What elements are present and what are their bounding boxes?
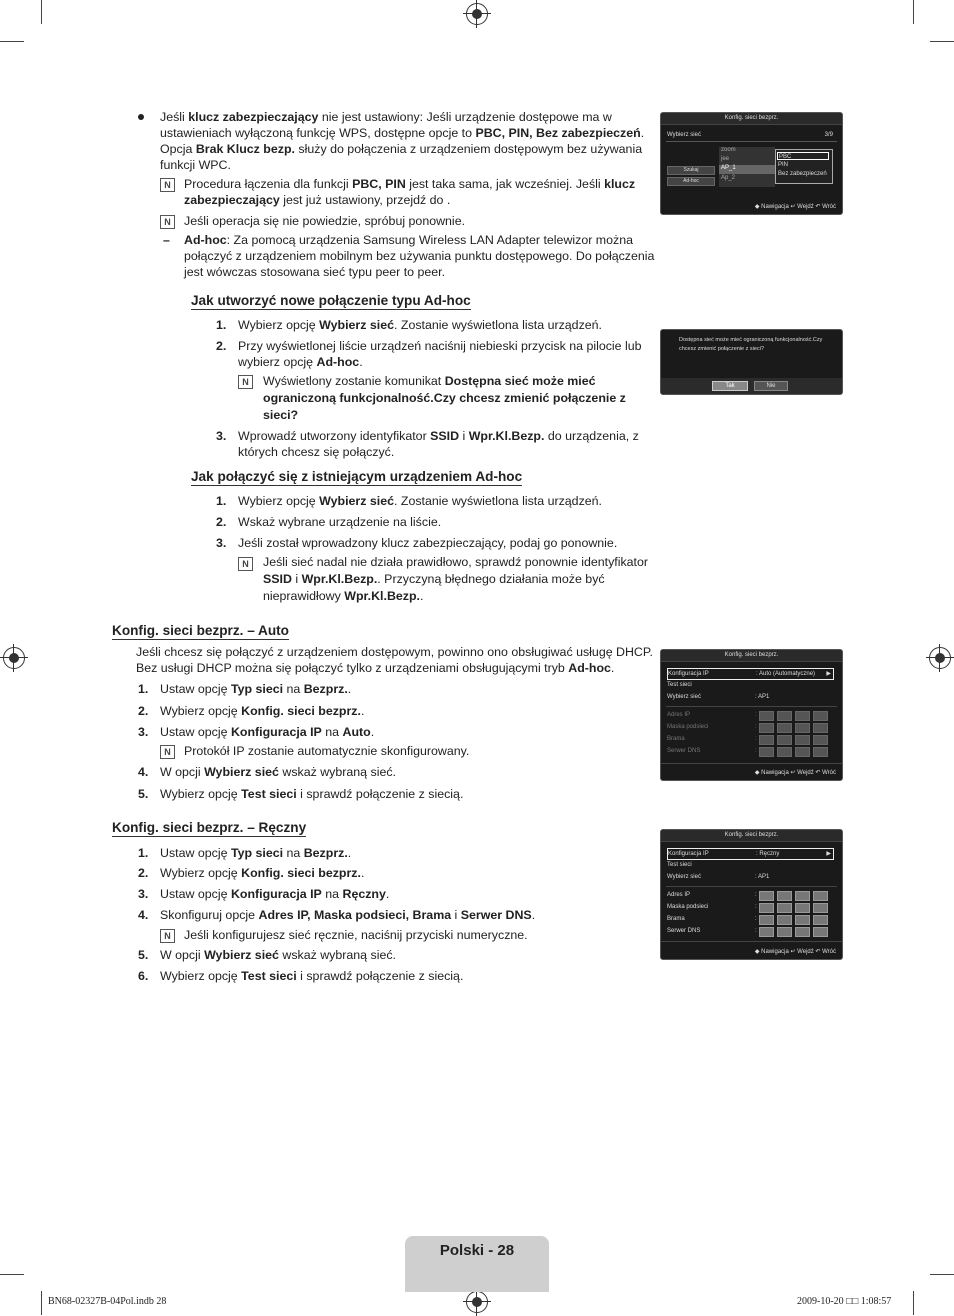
screen-title: Konfig. sieci bezprz.	[661, 650, 842, 662]
ip-octet-box[interactable]	[777, 915, 792, 925]
step-number: 1.	[138, 846, 149, 860]
menu-row-network-test[interactable]: Test sieci	[667, 862, 692, 868]
text-line: Wyświetlony zostanie komunikat Dostępna sieć może mieć	[263, 374, 596, 388]
ip-octet-box	[759, 735, 774, 745]
text-line: ustawieniach wyłączoną funkcję WPS, dostępne opcje to PBC, PIN, Bez zabezpieczeń.	[160, 126, 645, 140]
menu-row-select-network[interactable]: Wybierz sieć : AP1	[667, 694, 770, 700]
ip-row: Brama :	[667, 736, 757, 742]
step-number: 2.	[138, 866, 149, 880]
ip-octet-box	[759, 723, 774, 733]
text-line: Protokół IP zostanie automatycznie skonfigurowany.	[184, 744, 470, 758]
step-number: 2.	[216, 515, 227, 529]
registration-mark-icon	[466, 3, 488, 25]
yes-button[interactable]: Tak	[712, 381, 748, 391]
text-line: połączyć z urządzeniem mobilnym bez używania punktu dostępowego. Do połączenia	[184, 249, 655, 263]
ip-octet-box	[813, 711, 828, 721]
menu-row-ip-config[interactable]: Konfiguracja IP : Auto (Automatyczne) ▶	[667, 668, 834, 680]
ip-octet-box	[777, 747, 792, 757]
note-icon: N	[238, 557, 253, 571]
screen-title: Konfig. sieci bezprz.	[661, 113, 842, 125]
menu-row-select-network[interactable]: Wybierz sieć : AP1	[667, 874, 770, 880]
text-line: Jeśli chcesz się połączyć z urządzeniem dostępowym, powinno ono obsługiwać usługę DHCP.	[136, 645, 653, 659]
network-list	[719, 147, 775, 187]
ip-row: Adres IP :	[667, 712, 757, 718]
step-number: 3.	[216, 536, 227, 550]
dash-marker: –	[163, 233, 170, 247]
step-number: 2.	[216, 339, 227, 353]
step-number: 2.	[138, 704, 149, 718]
step-text: Wybierz opcję Test sieci i sprawdź połączenie z siecią.	[160, 787, 464, 801]
screen-label: Wybierz sieć	[667, 132, 701, 138]
screen-nav-hint: ◆ Nawigacja ↵ Wejdź ↶ Wróć	[754, 949, 836, 955]
ip-octet-box[interactable]	[777, 903, 792, 913]
crop-mark	[930, 1274, 954, 1275]
ip-octet-box	[777, 711, 792, 721]
list-item[interactable]: zoom	[721, 147, 736, 153]
step-number: 5.	[138, 948, 149, 962]
step-text: Wybierz opcję Test sieci i sprawdź połączenie z siecią.	[160, 969, 464, 983]
step-number: 1.	[216, 494, 227, 508]
page-number: Polski - 28	[439, 1242, 515, 1259]
step-text: Ustaw opcję Konfiguracja IP na Ręczny.	[160, 887, 390, 901]
ip-octet-box[interactable]	[777, 927, 792, 937]
step-text: Ustaw opcję Konfiguracja IP na Auto.	[160, 725, 375, 739]
step-text: Ustaw opcję Typ sieci na Bezprz..	[160, 846, 352, 860]
dialog-message: Dostępna sieć może mieć ograniczoną funkcjonalność.Czy	[679, 337, 823, 343]
text-line: Jeśli konfigurujesz sieć ręcznie, naciśnij przyciski numeryczne.	[184, 928, 528, 942]
arrow-right-icon: ▶	[826, 671, 831, 677]
crop-mark	[41, 1291, 42, 1315]
tv-screen-adhoc-dialog	[660, 329, 843, 395]
step-number: 3.	[138, 887, 149, 901]
section-heading: Jak połączyć się z istniejącym urządzeniem Ad-hoc	[191, 469, 523, 484]
note-icon: N	[160, 215, 175, 229]
list-item[interactable]: jee	[721, 156, 730, 162]
text-line: sieci?	[263, 408, 299, 422]
text-line: jest wówczas stosowana sieć typu peer to peer.	[184, 265, 446, 279]
text-line: Bez usługi DHCP można się połączyć tylko z urządzeniami obsługującymi tryb Ad-hoc.	[136, 661, 615, 675]
ip-octet-box[interactable]	[759, 915, 774, 925]
step-text: Jeśli został wprowadzony klucz zabezpieczający, podaj go ponownie.	[238, 536, 618, 550]
ip-octet-box[interactable]	[813, 915, 828, 925]
ip-octet-box[interactable]	[795, 903, 810, 913]
tv-screen-config-manual	[660, 829, 843, 960]
step-number: 3.	[216, 429, 227, 443]
ip-row: Maska podsieci :	[667, 724, 757, 730]
text-line: Ad-hoc: Za pomocą urządzenia Samsung Wireless LAN Adapter telewizor można	[184, 233, 633, 247]
screen-count: 3/9	[824, 132, 833, 138]
ip-octet-box	[759, 747, 774, 757]
step-number: 1.	[138, 682, 149, 696]
text-line: Opcja Brak Klucz bezp. służy do połączenia z urządzeniem dostępowym bez używania	[160, 142, 643, 156]
step-number: 4.	[138, 908, 149, 922]
step-text: Wprowadź utworzony identyfikator SSID i Wpr.Kl.Bezp. do urządzenia, z	[238, 429, 639, 443]
bullet-icon	[138, 114, 144, 120]
tv-screen-config-auto	[660, 649, 843, 781]
ip-octet-box[interactable]	[795, 915, 810, 925]
ip-row[interactable]: Brama :	[667, 916, 757, 922]
crop-mark	[0, 1274, 24, 1275]
menu-row-ip-config[interactable]: Konfiguracja IP : Ręczny ▶	[667, 848, 834, 860]
ip-octet-box[interactable]	[777, 891, 792, 901]
ip-octet-box	[795, 735, 810, 745]
text-line: Procedura łączenia dla funkcji PBC, PIN jest taka sama, jak wcześniej. Jeśli klucz	[184, 177, 636, 191]
footer-date: 2009-10-20 □□ 1:08:57	[797, 1296, 892, 1307]
text-line: SSID i Wpr.Kl.Bezp.. Przyczyną błędnego działania może być	[263, 572, 605, 586]
text-line: Jeśli sieć nadal nie działa prawidłowo, sprawdź ponownie identyfikator	[263, 555, 649, 569]
ip-octet-box	[777, 723, 792, 733]
step-text: W opcji Wybierz sieć wskaż wybraną sieć.	[160, 765, 396, 779]
ip-octet-box[interactable]	[759, 891, 774, 901]
ip-row[interactable]: Maska podsieci :	[667, 904, 757, 910]
ip-octet-box	[813, 747, 828, 757]
text-line: Jeśli operacja się nie powiedzie, spróbuj ponownie.	[184, 214, 466, 228]
text-line: Jeśli klucz zabezpieczający nie jest ustawiony: Jeśli urządzenie dostępowe ma w	[160, 110, 612, 124]
text-line: zabezpieczający jest już ustawiony, przejdź do .	[184, 193, 451, 207]
ip-octet-box	[795, 723, 810, 733]
registration-mark-icon	[3, 647, 25, 669]
ip-octet-box[interactable]	[795, 927, 810, 937]
step-text: Wybierz opcję Konfig. sieci bezprz..	[160, 866, 365, 880]
note-icon: N	[160, 929, 175, 943]
crop-mark	[41, 0, 42, 24]
screen-nav-hint: ◆ Nawigacja ↵ Wejdź ↶ Wróć	[754, 204, 836, 210]
step-number: 5.	[138, 787, 149, 801]
ip-octet-box[interactable]	[795, 891, 810, 901]
step-text: Przy wyświetlonej liście urządzeń naciśnij niebieski przycisk na pilocie lub	[238, 339, 642, 353]
text-line: nieprawidłowy Wpr.Kl.Bezp..	[263, 589, 424, 603]
ip-octet-box[interactable]	[759, 903, 774, 913]
step-text: W opcji Wybierz sieć wskaż wybraną sieć.	[160, 948, 396, 962]
ip-octet-box[interactable]	[813, 891, 828, 901]
security-options-popup	[775, 149, 833, 184]
step-text: Wybierz opcję Konfig. sieci bezprz..	[160, 704, 365, 718]
footer-file: BN68-02327B-04Pol.indb 28	[48, 1296, 167, 1307]
step-text: Wskaż wybrane urządzenie na liście.	[238, 515, 442, 529]
page-number-tab	[405, 1236, 549, 1292]
step-text: których chcesz się połączyć.	[238, 445, 395, 459]
tv-screen-network-select	[660, 112, 843, 215]
ip-octet-box[interactable]	[759, 927, 774, 937]
section-heading: Konfig. sieci bezprz. – Auto	[112, 623, 289, 638]
ip-octet-box	[795, 747, 810, 757]
search-button[interactable]: Szukaj	[667, 166, 715, 175]
ip-row[interactable]: Serwer DNS :	[667, 928, 757, 934]
list-item[interactable]: Ap_2	[721, 175, 736, 181]
ip-octet-box	[795, 711, 810, 721]
option-pbc[interactable]: PBC	[777, 152, 829, 160]
step-text: Ustaw opcję Typ sieci na Bezprz..	[160, 682, 352, 696]
screen-title: Konfig. sieci bezprz.	[661, 830, 842, 842]
section-heading: Jak utworzyć nowe połączenie typu Ad-hoc	[191, 293, 471, 308]
step-text: Wybierz opcję Wybierz sieć. Zostanie wyświetlona lista urządzeń.	[238, 494, 602, 508]
ip-row: Serwer DNS :	[667, 748, 757, 754]
dialog-message: chcesz zmienić połączenie z sieci?	[679, 346, 764, 352]
ip-octet-box	[759, 711, 774, 721]
registration-mark-icon	[466, 1291, 488, 1313]
crop-mark	[913, 1291, 914, 1315]
step-number: 4.	[138, 765, 149, 779]
list-item[interactable]: AP_1	[719, 165, 775, 174]
no-button[interactable]: Nie	[754, 381, 788, 391]
adhoc-button[interactable]: Ad-hoc	[667, 177, 715, 186]
ip-row[interactable]: Adres IP :	[667, 892, 757, 898]
crop-mark	[930, 41, 954, 42]
ip-octet-box[interactable]	[813, 927, 828, 937]
note-icon: N	[160, 745, 175, 759]
menu-row-network-test[interactable]: Test sieci	[667, 682, 692, 688]
note-icon: N	[238, 375, 253, 389]
ip-octet-box	[813, 723, 828, 733]
text-line: ograniczoną funkcjonalność.Czy chcesz zmienić połączenie z	[263, 391, 626, 405]
option-no-security[interactable]: Bez zabezpieczeń	[778, 171, 827, 177]
text-line: funkcji WPC.	[160, 158, 231, 172]
step-text: Skonfiguruj opcje Adres IP, Maska podsieci, Brama i Serwer DNS.	[160, 908, 536, 922]
note-icon: N	[160, 178, 175, 192]
step-text: Wybierz opcję Wybierz sieć. Zostanie wyświetlona lista urządzeń.	[238, 318, 602, 332]
step-number: 6.	[138, 969, 149, 983]
option-pin[interactable]: PIN	[778, 162, 789, 168]
ip-octet-box	[777, 735, 792, 745]
crop-mark	[913, 0, 914, 24]
step-number: 1.	[216, 318, 227, 332]
arrow-right-icon: ▶	[826, 851, 831, 857]
screen-nav-hint: ◆ Nawigacja ↵ Wejdź ↶ Wróć	[754, 770, 836, 776]
registration-mark-icon	[929, 647, 951, 669]
step-text: wybierz opcję Ad-hoc.	[238, 355, 363, 369]
step-number: 3.	[138, 725, 149, 739]
ip-octet-box[interactable]	[813, 903, 828, 913]
section-heading: Konfig. sieci bezprz. – Ręczny	[112, 820, 307, 835]
ip-octet-box	[813, 735, 828, 745]
crop-mark	[0, 41, 24, 42]
